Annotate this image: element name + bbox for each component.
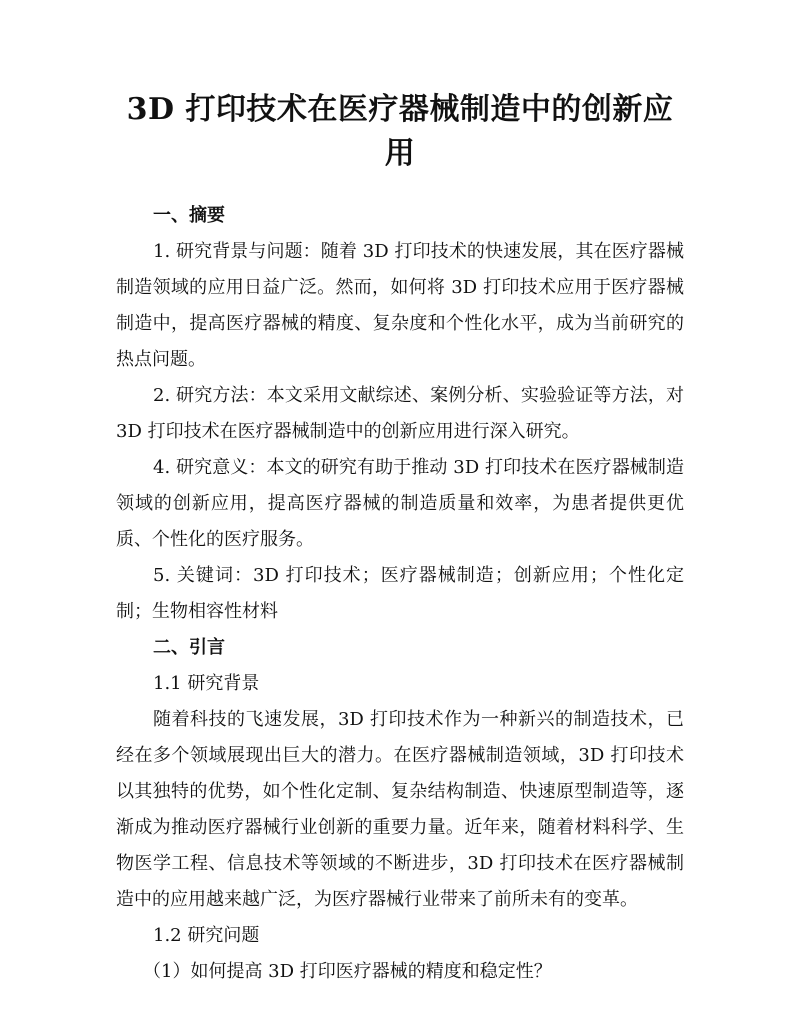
document-title: 3D 打印技术在医疗器械制造中的创新应用 (126, 92, 674, 171)
background-paragraph: 随着科技的飞速发展，3D 打印技术作为一种新兴的制造技术，已经在多个领域展现出巨大的潜力。在医疗器械制造领域，3D 打印技术以其独特的优势，如个性化定制、复杂结构制造、快速原型制造等，逐渐成为推动医疗器械行业创新的重要力量。近年来，随着材料科学、生物医学工程、信息技术等领域的不断进步，3D 打印技术在医疗器械制造中的应用越来越广泛，为医疗器械行业带来了前所未有的变革。 (116, 709, 684, 910)
abstract-paragraph-significance: 4. 研究意义：本文的研究有助于推动 3D 打印技术在医疗器械制造领域的创新应用，提高医疗器械的制造质量和效率，为患者提供更优质、个性化的医疗服务。 (116, 457, 684, 550)
research-question-1: （1）如何提高 3D 打印医疗器械的精度和稳定性？ (143, 961, 552, 982)
abstract-paragraph-keywords: 5. 关键词：3D 打印技术；医疗器械制造；创新应用；个性化定制；生物相容性材料 (116, 565, 684, 622)
subsection-heading-questions: 1.2 研究问题 (153, 925, 260, 946)
abstract-paragraph-method: 2. 研究方法：本文采用文献综述、案例分析、实验验证等方法，对 3D 打印技术在医疗器械制造中的创新应用进行深入研究。 (116, 385, 684, 442)
abstract-paragraph-background: 1. 研究背景与问题：随着 3D 打印技术的快速发展，其在医疗器械制造领域的应用日益广泛。然而，如何将 3D 打印技术应用于医疗器械制造中，提高医疗器械的精度、复杂度和个性化水平，成为当前研究的热点问题。 (116, 241, 684, 370)
section-heading-introduction: 二、引言 (153, 637, 225, 658)
section-heading-abstract: 一、摘要 (153, 205, 225, 226)
subsection-heading-background: 1.1 研究背景 (153, 673, 260, 694)
